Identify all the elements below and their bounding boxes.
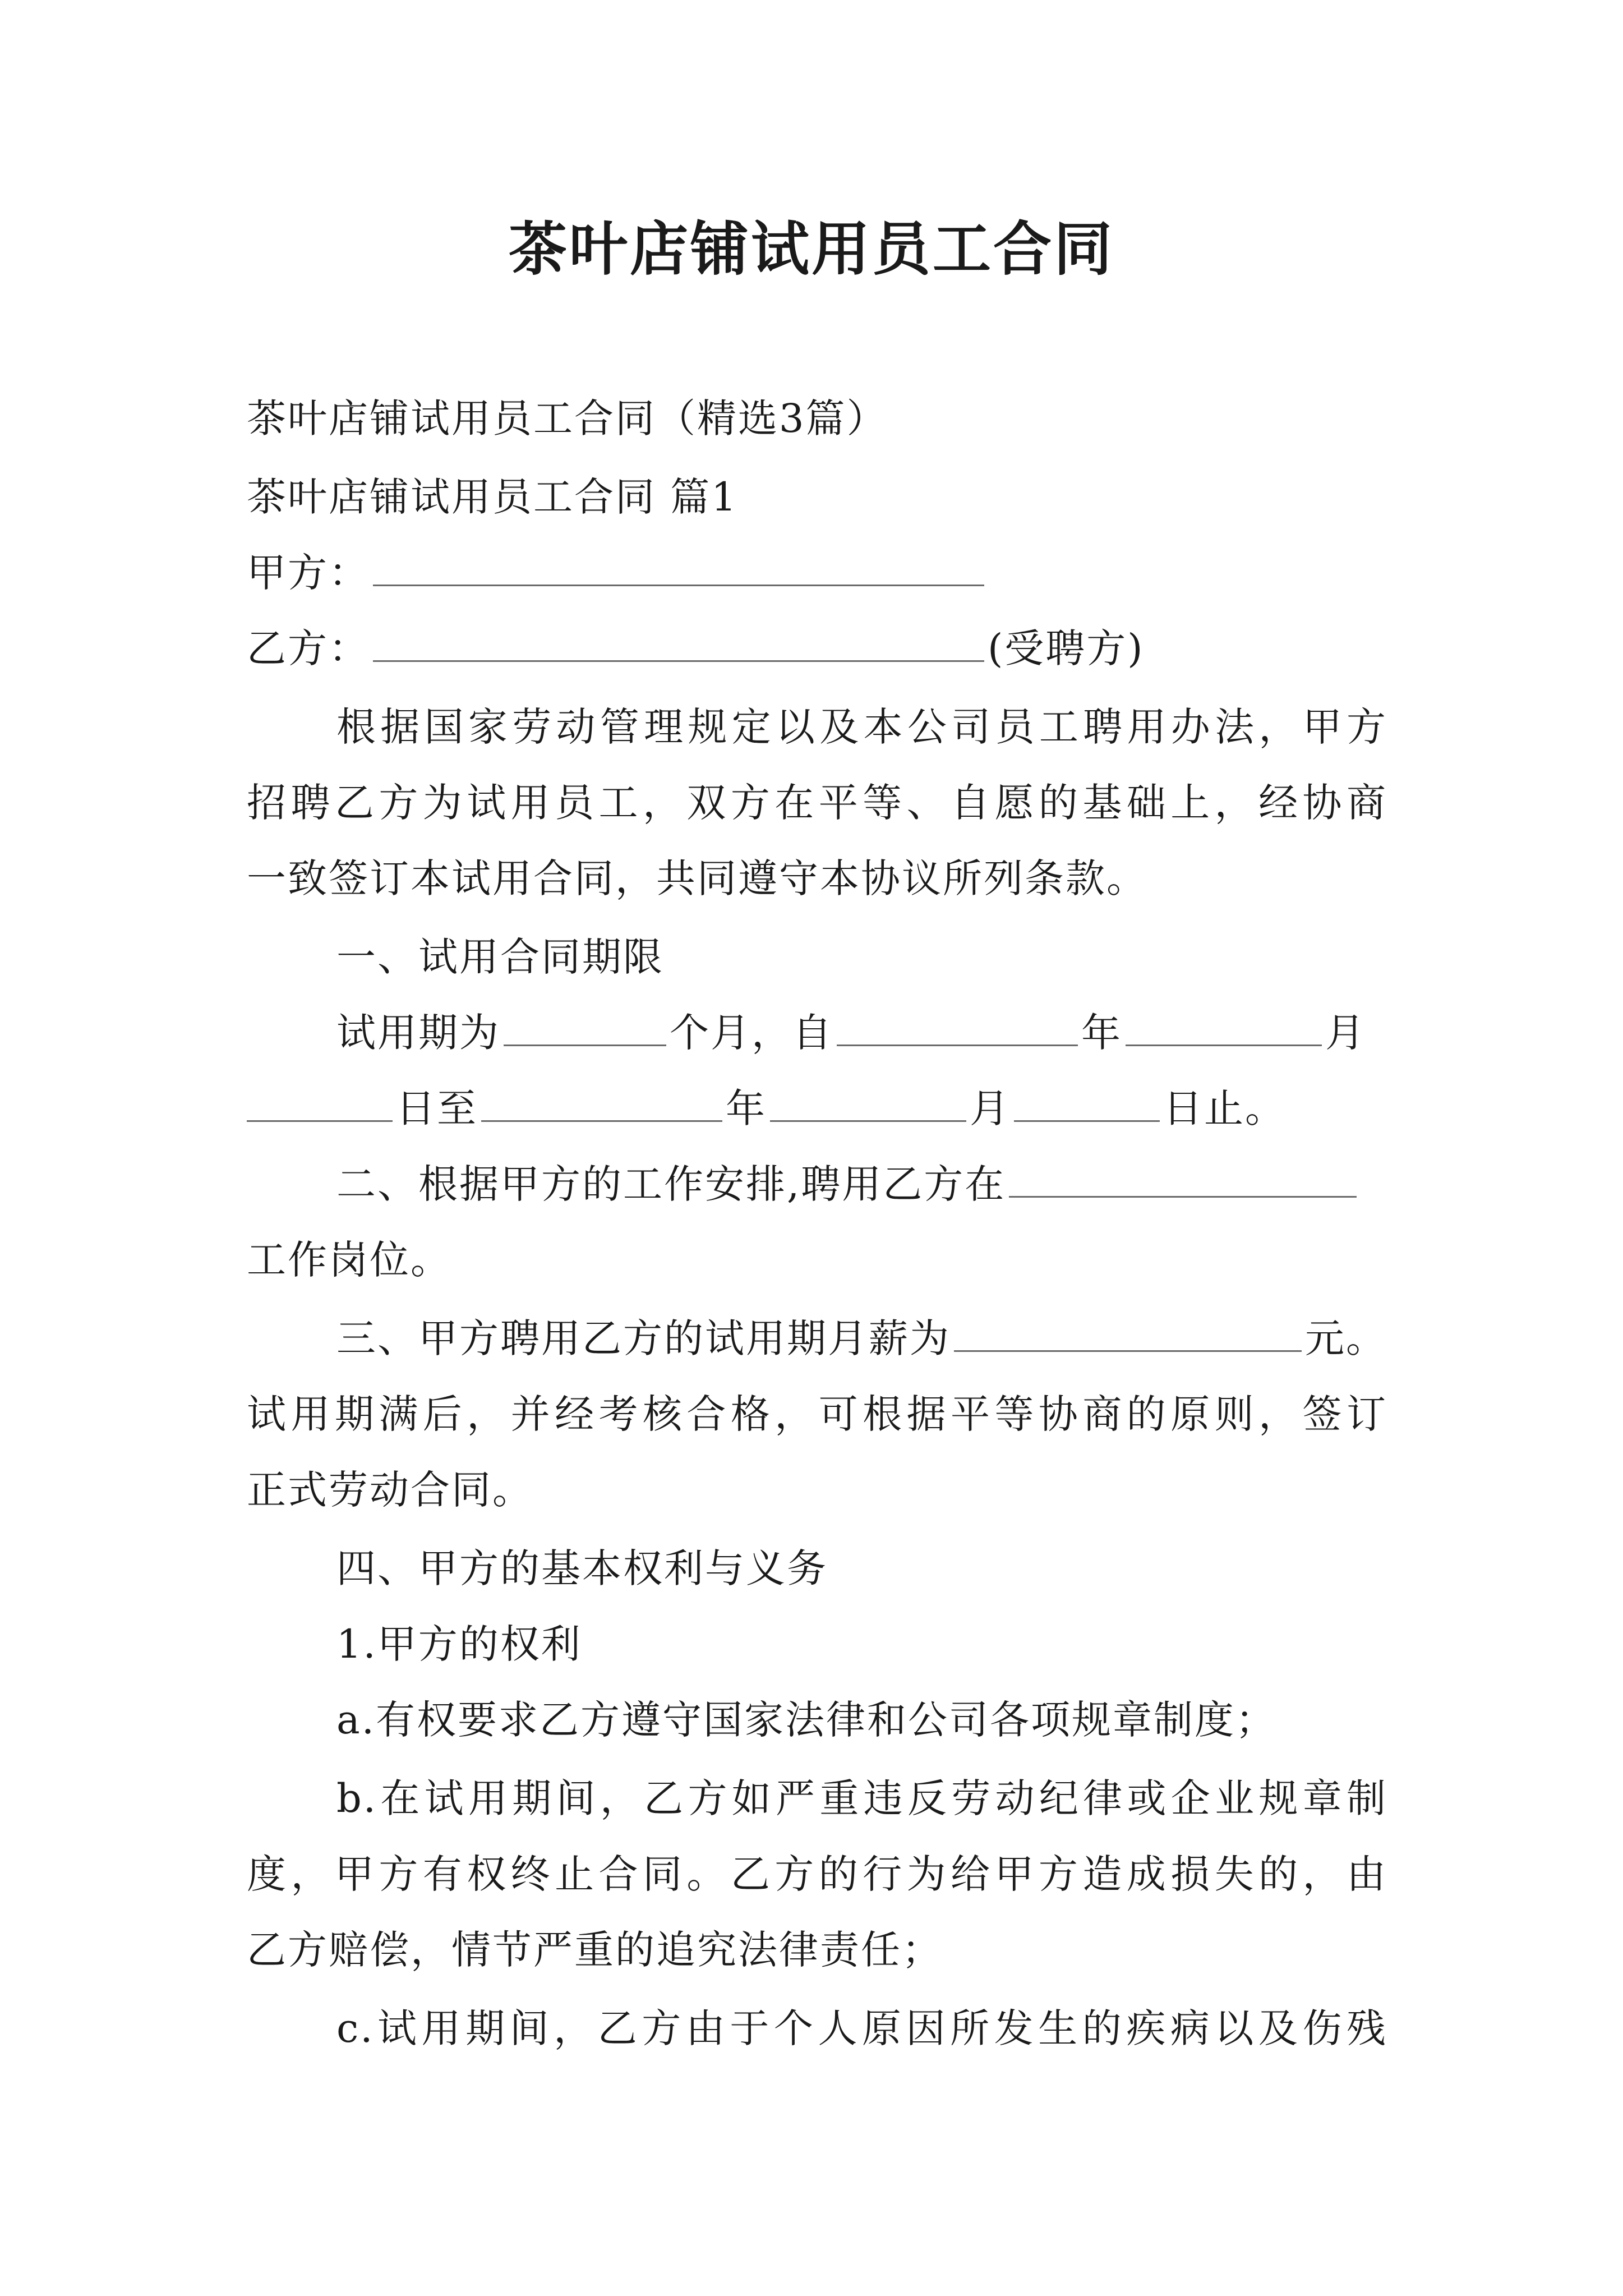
section-heading-text: 茶叶店铺试用员工合同 篇1 xyxy=(247,474,738,520)
para1-line2: 招聘乙方为试用员工，双方在平等、自愿的基础上，经协商 xyxy=(247,780,1387,826)
end-day-blank xyxy=(1014,1087,1160,1122)
end-month-label: 月 xyxy=(970,1085,1011,1131)
party-b-line xyxy=(247,617,1387,674)
start-month-blank xyxy=(1126,1011,1322,1046)
clause-3-text: 三、甲方聘用乙方的试用期月薪为 xyxy=(336,1315,951,1361)
para1-line3: 一致签订本试用合同，共同遵守本协议所列条款。 xyxy=(247,855,1147,901)
end-year-blank xyxy=(481,1087,722,1122)
right-b-line3: 乙方赔偿，情节严重的追究法律责任； xyxy=(247,1927,943,1973)
clause-1-heading: 一、试用合同期限 xyxy=(336,934,664,980)
subtitle-text: 茶叶店铺试用员工合同（精选3篇） xyxy=(247,395,888,441)
end-year-label: 年 xyxy=(726,1085,767,1131)
party-b-role: (受聘方) xyxy=(988,625,1145,671)
year-label: 年 xyxy=(1081,1010,1122,1056)
party-b-blank xyxy=(373,627,984,662)
start-day-blank xyxy=(247,1087,393,1122)
clause-2-text: 二、根据甲方的工作安排,聘用乙方在 xyxy=(336,1161,1006,1207)
position-blank xyxy=(1009,1162,1357,1198)
clause-2-line1 xyxy=(336,1153,1387,1209)
rights-heading: 1.甲方的权利 xyxy=(336,1621,582,1667)
right-b-line2: 度，甲方有权终止合同。乙方的行为给甲方造成损失的，由 xyxy=(247,1851,1387,1897)
party-a-line xyxy=(247,541,1387,598)
trial-period-line2 xyxy=(247,1077,1387,1134)
end-month-blank xyxy=(770,1087,966,1122)
trial-period-line1 xyxy=(336,1001,1387,1058)
day-to-label: 日至 xyxy=(396,1085,478,1131)
para1-line1: 根据国家劳动管理规定以及本公司员工聘用办法，甲方 xyxy=(336,704,1387,750)
trial-period-label: 试用期为 xyxy=(336,1010,500,1056)
party-a-label: 甲方： xyxy=(247,550,370,596)
months-from-label: 个月，自 xyxy=(670,1010,833,1056)
months-blank xyxy=(504,1011,666,1046)
party-b-label: 乙方： xyxy=(247,625,370,671)
clause-2-line2: 工作岗位。 xyxy=(247,1237,451,1283)
right-c-line1: c.试用期间，乙方由于个人原因所发生的疾病以及伤残 xyxy=(336,2005,1387,2051)
section-heading xyxy=(247,466,1387,522)
currency-label: 元。 xyxy=(1305,1315,1387,1361)
right-b-line1: b.在试用期间，乙方如严重违反劳动纪律或企业规章制 xyxy=(336,1775,1387,1821)
right-a: a.有权要求乙方遵守国家法律和公司各项规章制度； xyxy=(336,1697,1276,1743)
start-year-blank xyxy=(837,1011,1078,1046)
end-day-label: 日止。 xyxy=(1163,1085,1286,1131)
clause-4-heading: 四、甲方的基本权利与义务 xyxy=(336,1545,828,1591)
clause-3-line1 xyxy=(336,1307,1387,1364)
party-a-blank xyxy=(373,551,984,586)
salary-blank xyxy=(954,1317,1302,1352)
subtitle-line xyxy=(247,387,1387,444)
clause-3-line2: 试用期满后，并经考核合格，可根据平等协商的原则，签订 xyxy=(247,1391,1387,1437)
document-title: 茶叶店铺试用员工合同 xyxy=(508,214,1114,283)
month-label: 月 xyxy=(1325,1010,1366,1056)
clause-3-line3: 正式劳动合同。 xyxy=(247,1467,533,1513)
